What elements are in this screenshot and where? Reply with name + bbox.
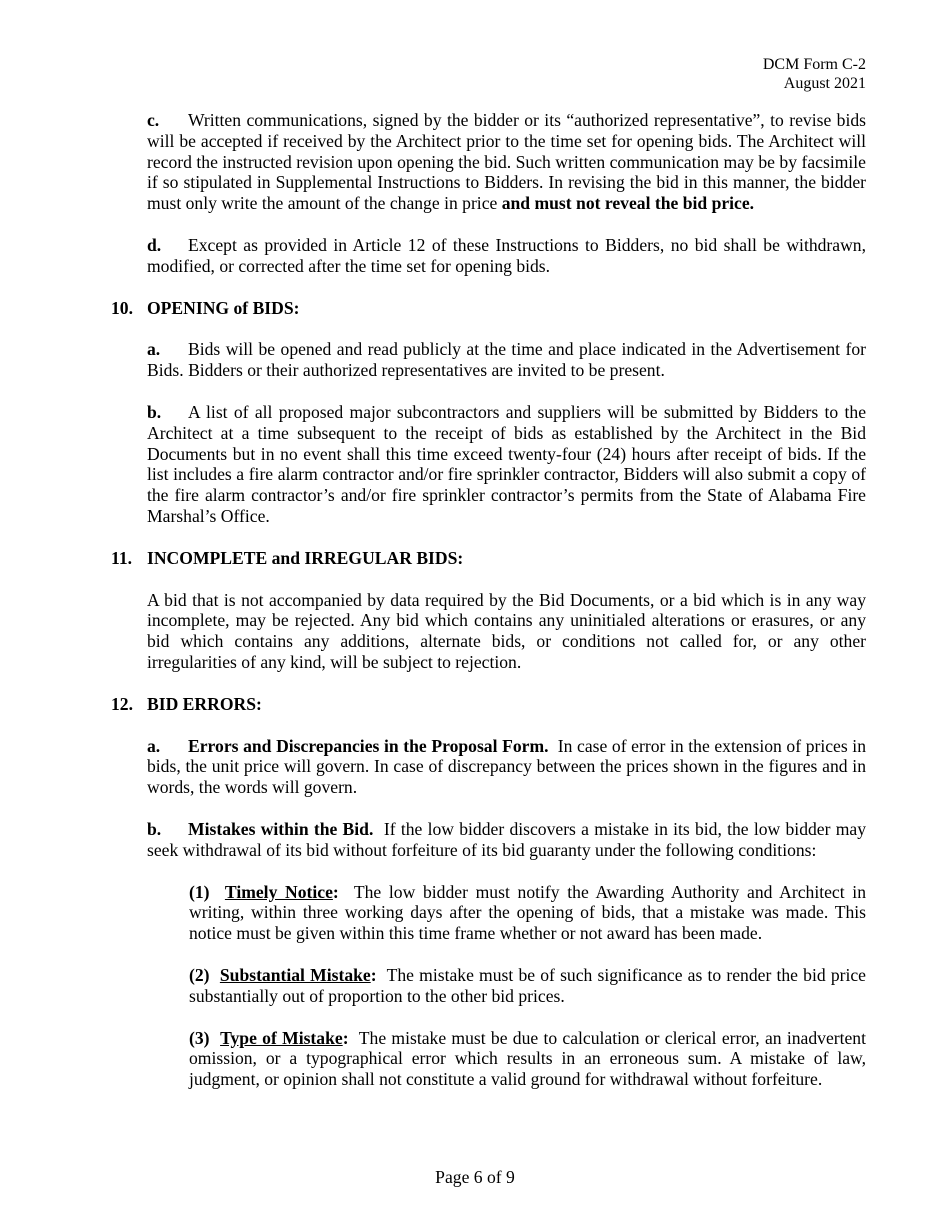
form-date: August 2021 [783, 75, 866, 92]
item-label: a. [147, 735, 161, 756]
paragraph-text: Bids will be opened and read publicly at the time and place indicated in the Advertisement for Bids. Bidders or their authorized representatives are invited to be present. [147, 339, 866, 381]
condition-title: Type of Mistake [220, 1027, 343, 1048]
paragraph-9d [147, 235, 866, 277]
bold-emphasis: and must not reveal the bid price. [501, 193, 755, 214]
condition-text: The low bidder must notify the Awarding Authority and Architect in writing, within three working days after the opening of bids, that a mistake was made. This notice must be given within this time frame whether or not award has been made. [189, 881, 866, 944]
paragraph-11: A bid that is not accompanied by data required by the Bid Documents, or a bid which is in any way incomplete, may be rejected. Any bid which contains any uninitialed alterations or erasures, or any bid which contains any additions, alternate bids, or conditions not called for, or any other irregularities of any kind, will be subject to rejection. [147, 589, 866, 672]
condition-item-3: (3) Type of Mistake: The mistake must be due to calculation or clerical error, an inadvertent omission, or a typographical error which results in an erroneous sum. A mistake of law, judgment, or opinion shall not constitute a valid ground for withdrawal without forfeiture. [189, 1027, 866, 1090]
paragraph-10b [147, 402, 866, 527]
paragraph-12a [147, 736, 866, 798]
item-label: a. [147, 339, 161, 360]
condition-number: (2) [189, 964, 210, 985]
section-number: 12. [111, 693, 133, 714]
item-label: b. [147, 401, 162, 422]
paragraph-12b [147, 819, 866, 861]
paragraph-lead: Errors and Discrepancies in the Proposal Form. [188, 735, 549, 756]
condition-title: Substantial Mistake [219, 964, 371, 985]
section-title: INCOMPLETE and IRREGULAR BIDS: [147, 547, 464, 568]
page-footer [0, 1167, 950, 1188]
section-10-heading [111, 297, 950, 319]
condition-item-2: (2) Substantial Mistake: The mistake must be of such significance as to render the bid price substantially out of proportion to the other bid prices. [189, 964, 866, 1006]
condition-number: (3) [189, 1027, 210, 1048]
section-11-heading [111, 547, 950, 569]
paragraph-text: In case of error in the extension of prices in bids, the unit price will govern. In case of discrepancy between the prices shown in the figures and in words, the words will govern. [147, 735, 866, 798]
form-number: DCM Form C-2 [762, 56, 866, 73]
paragraph-text: A list of all proposed major subcontractors and suppliers will be submitted by Bidders to the Architect at a time subsequent to the receipt of bids as established by the Architect in the Bid Documents but in no event shall this time exceed twenty-four (24) hours after receipt of bids. If the list includes a fire alarm contractor and/or fire sprinkler contractor, Bidders will also submit a copy of the fire alarm contractor’s and/or fire sprinkler contractor’s permits from the State of Alabama Fire Marshal’s Office. [147, 401, 866, 526]
condition-title: Timely Notice [224, 881, 333, 902]
section-title: OPENING of BIDS: [147, 297, 300, 318]
page-content [0, 110, 950, 1090]
item-label: b. [147, 818, 162, 839]
item-label: c. [147, 110, 160, 130]
paragraph-text: If the low bidder discovers a mistake in its bid, the low bidder may seek withdrawal of its bid without forfeiture of its bid guaranty under the following conditions: [147, 818, 867, 860]
paragraph-9c [147, 110, 866, 214]
page-header [763, 55, 866, 93]
paragraph-text: Written communications, signed by the bidder or its “authorized representative”, to revise bids will be accepted if received by the Architect prior to the time set for opening bids. The Architect will record the instructed revision upon opening the bid. Such written communication may be by facsimile if so stipulated in Supplemental Instructions to Bidders. In revising the bid in this manner, the bidder must only write the amount of the change in price [147, 110, 866, 214]
condition-text: The mistake must be of such significance as to render the bid price substantially out of proportion to the other bid prices. [189, 964, 866, 1006]
paragraph-text: Except as provided in Article 12 of these Instructions to Bidders, no bid shall be withdrawn, modified, or corrected after the time set for opening bids. [147, 234, 866, 276]
paragraph-lead: Mistakes within the Bid. [188, 818, 374, 839]
page-number: Page 6 of 9 [435, 1167, 515, 1187]
section-title: BID ERRORS: [147, 693, 262, 714]
condition-text: The mistake must be due to calculation or clerical error, an inadvertent omission, or a typographical error which results in an erroneous sum. A mistake of law, judgment, or opinion shall not constitute a valid ground for withdrawal without forfeiture. [189, 1027, 866, 1090]
condition-number: (1) [189, 881, 210, 902]
paragraph-10a [147, 339, 866, 381]
section-number: 11. [111, 547, 133, 568]
item-label: d. [147, 234, 162, 255]
condition-item-1: (1) Timely Notice: The low bidder must notify the Awarding Authority and Architect in writing, within three working days after the opening of bids, that a mistake was made. This notice must be given within this time frame whether or not award has been made. [189, 881, 866, 944]
section-12-heading [111, 693, 950, 715]
section-number: 10. [111, 297, 133, 318]
